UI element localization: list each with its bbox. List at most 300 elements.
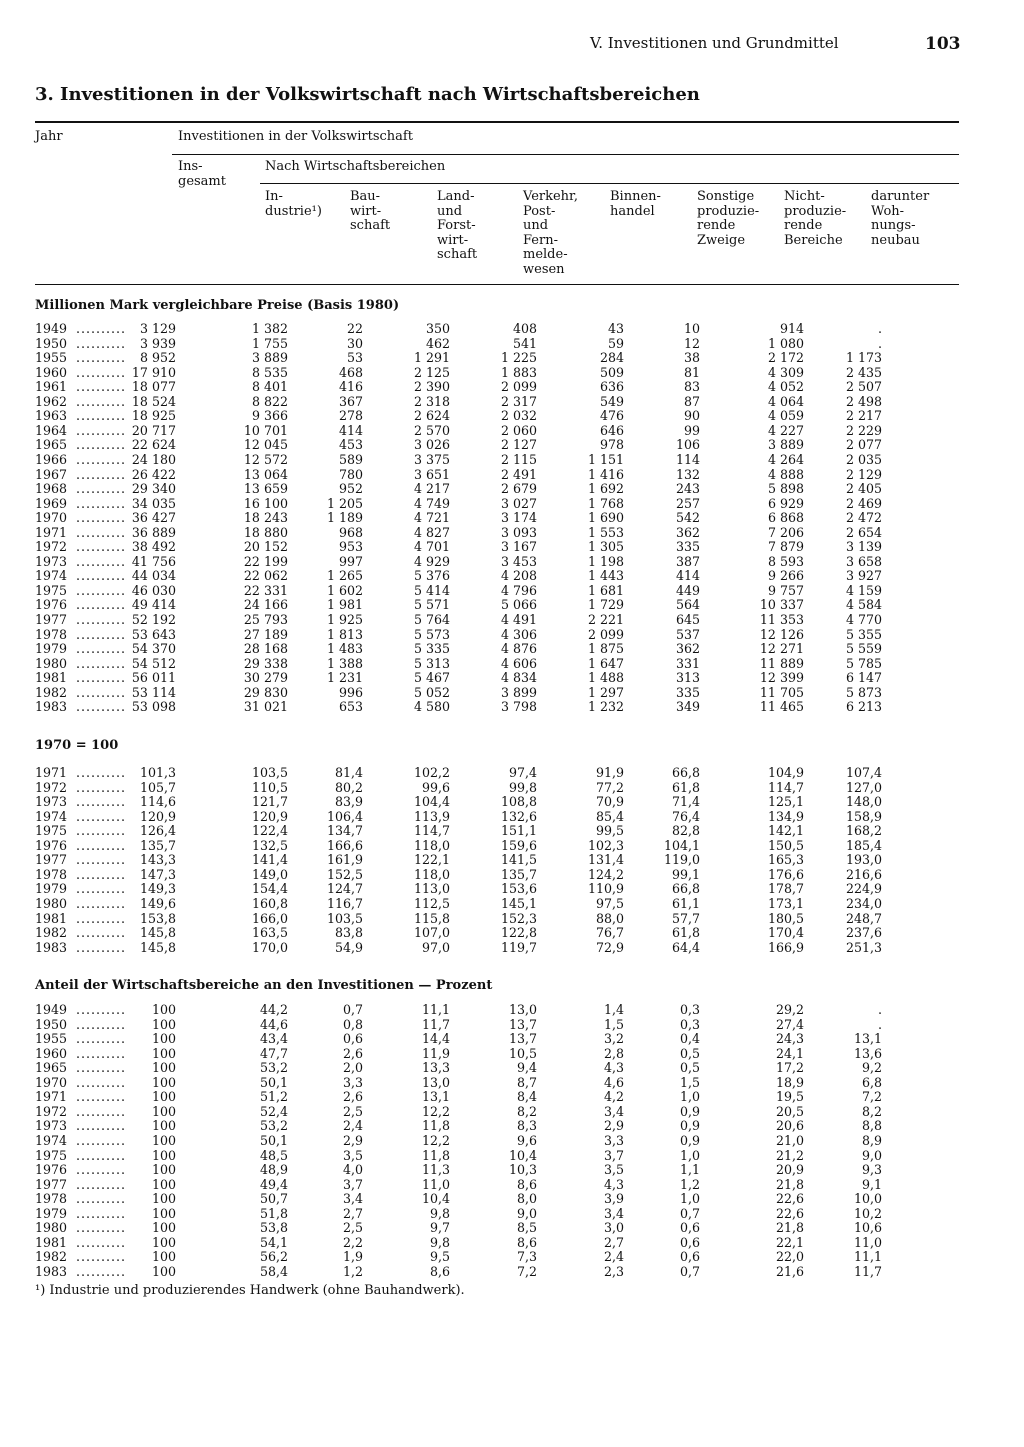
year-cell: 1966: [35, 451, 68, 467]
table-row: [0, 1105, 1000, 1119]
non-productive-cell: 11 889: [759, 655, 804, 671]
construction-cell: 1 189: [326, 510, 363, 526]
leader-dots: ..........: [76, 422, 127, 438]
year-cell: 1949: [35, 321, 68, 336]
table-row: [0, 1119, 1000, 1133]
non-productive-cell: 24,3: [775, 1031, 804, 1047]
table-row: [0, 1076, 1000, 1090]
housing-cell: 5 785: [845, 655, 882, 671]
construction-cell: 2,7: [342, 1205, 363, 1221]
trade-cell: 1 647: [587, 655, 624, 671]
other-productive-cell: 99,1: [671, 866, 700, 882]
transport-cell: 10,5: [508, 1045, 537, 1061]
construction-cell: 2,5: [342, 1220, 363, 1236]
other-productive-cell: 257: [675, 495, 700, 511]
table-row: [0, 482, 1000, 496]
trade-cell: 2 099: [587, 626, 624, 642]
trade-cell: 1 198: [587, 553, 624, 569]
non-productive-cell: 4 064: [767, 393, 804, 409]
year-cell: 1975: [35, 1147, 68, 1163]
transport-cell: 2 032: [500, 408, 537, 424]
agriculture-cell: 97,0: [421, 939, 450, 955]
construction-cell: 996: [338, 684, 363, 700]
other-productive-cell: 449: [675, 582, 700, 598]
non-productive-cell: 11 353: [759, 612, 804, 627]
transport-cell: 122,8: [500, 925, 537, 941]
construction-cell: 30: [346, 335, 363, 351]
table-row: [0, 766, 1000, 780]
table-row: [0, 613, 1000, 627]
housing-cell: 9,0: [861, 1147, 882, 1163]
leader-dots: ..........: [76, 626, 127, 642]
trade-cell: 476: [599, 408, 624, 424]
table-row: [0, 1090, 1000, 1104]
leader-dots: ..........: [76, 808, 127, 824]
rule-group: [172, 154, 959, 155]
transport-cell: 8,7: [516, 1074, 537, 1090]
year-cell: 1982: [35, 1249, 68, 1265]
total-cell: 46 030: [131, 582, 176, 598]
construction-cell: 83,9: [334, 794, 363, 810]
non-productive-cell: 21,8: [775, 1220, 804, 1236]
non-productive-cell: 173,1: [767, 895, 804, 911]
transport-cell: 141,5: [500, 852, 537, 868]
non-productive-cell: 9 757: [767, 582, 804, 598]
other-productive-cell: 1,0: [679, 1089, 700, 1105]
table-row: [0, 1178, 1000, 1192]
agriculture-cell: 113,9: [413, 808, 450, 824]
housing-cell: 2 077: [845, 437, 882, 453]
other-productive-cell: 57,7: [671, 910, 700, 926]
industry-cell: 48,5: [259, 1147, 288, 1163]
trade-cell: 1 416: [587, 466, 624, 482]
other-productive-cell: 0,9: [679, 1132, 700, 1148]
total-cell: 100: [151, 1118, 176, 1134]
agriculture-cell: 9,8: [429, 1234, 450, 1250]
housing-cell: 7,2: [861, 1089, 882, 1105]
non-productive-cell: 24,1: [775, 1045, 804, 1061]
industry-cell: 50,7: [259, 1191, 288, 1207]
housing-cell: 185,4: [845, 837, 882, 853]
leader-dots: ..........: [76, 794, 127, 810]
agriculture-cell: 115,8: [413, 910, 450, 926]
leader-dots: ..........: [76, 1118, 127, 1134]
agriculture-cell: 2 125: [413, 364, 450, 380]
trade-cell: 76,7: [595, 925, 624, 941]
housing-cell: 10,2: [853, 1205, 882, 1221]
construction-cell: 80,2: [334, 779, 363, 795]
industry-cell: 18 880: [243, 524, 288, 540]
table-row: [0, 1236, 1000, 1250]
other-productive-cell: 0,6: [679, 1234, 700, 1250]
trade-cell: 124,2: [587, 866, 624, 882]
construction-cell: 3,5: [342, 1147, 363, 1163]
non-productive-cell: 4 059: [767, 408, 804, 424]
industry-cell: 121,7: [251, 794, 288, 810]
industry-cell: 13 659: [243, 481, 288, 497]
total-cell: 100: [151, 1031, 176, 1047]
table-row: [0, 366, 1000, 380]
transport-cell: 9,4: [516, 1060, 537, 1076]
other-productive-cell: 0,6: [679, 1220, 700, 1236]
housing-cell: 2 498: [845, 393, 882, 409]
industry-cell: 29 338: [243, 655, 288, 671]
leader-dots: ..........: [76, 1031, 127, 1047]
total-cell: 18 077: [131, 379, 176, 395]
transport-cell: 1 225: [500, 350, 537, 366]
total-cell: 53 114: [131, 684, 176, 700]
housing-cell: 2 435: [845, 364, 882, 380]
trade-cell: 636: [599, 379, 624, 395]
construction-cell: 1 231: [326, 670, 363, 686]
table-row: [0, 453, 1000, 467]
non-productive-cell: 20,6: [775, 1118, 804, 1134]
year-cell: 1963: [35, 408, 68, 424]
other-productive-cell: 61,8: [671, 925, 700, 941]
table-row: [0, 351, 1000, 365]
non-productive-cell: 150,5: [767, 837, 804, 853]
housing-cell: 3 927: [845, 568, 882, 584]
housing-cell: 2 217: [845, 408, 882, 424]
construction-cell: 416: [338, 379, 363, 395]
total-cell: 100: [151, 1132, 176, 1148]
housing-cell: 3 139: [845, 539, 882, 555]
agriculture-cell: 9,5: [429, 1249, 450, 1265]
total-cell: 100: [151, 1089, 176, 1105]
leader-dots: ..........: [76, 1249, 127, 1265]
year-cell: 1976: [35, 597, 68, 613]
trade-cell: 1 768: [587, 495, 624, 511]
non-productive-cell: 21,0: [775, 1132, 804, 1148]
total-cell: 105,7: [139, 779, 176, 795]
housing-cell: 216,6: [845, 866, 882, 882]
year-cell: 1973: [35, 1118, 68, 1134]
leader-dots: ..........: [76, 350, 127, 366]
construction-cell: 3,7: [342, 1176, 363, 1192]
year-cell: 1960: [35, 364, 68, 380]
year-cell: 1981: [35, 910, 68, 926]
table-row: [0, 781, 1000, 795]
industry-cell: 103,5: [251, 765, 288, 780]
agriculture-cell: 14,4: [421, 1031, 450, 1047]
trade-cell: 3,5: [603, 1162, 624, 1178]
total-cell: 100: [151, 1234, 176, 1250]
construction-cell: 124,7: [326, 881, 363, 897]
leader-dots: ..........: [76, 335, 127, 351]
trade-cell: 59: [607, 335, 624, 351]
transport-cell: 10,4: [508, 1147, 537, 1163]
housing-cell: 3 658: [845, 553, 882, 569]
trade-cell: 97,5: [595, 895, 624, 911]
non-productive-cell: 4 227: [767, 422, 804, 438]
transport-cell: 3 174: [500, 510, 537, 526]
agriculture-cell: 9,7: [429, 1220, 450, 1236]
transport-cell: 151,1: [500, 823, 537, 839]
trade-cell: 3,9: [603, 1191, 624, 1207]
table-row: [0, 897, 1000, 911]
industry-cell: 43,4: [259, 1031, 288, 1047]
column-header-agriculture: Land- und Forst- wirt- schaft: [437, 189, 478, 262]
other-productive-cell: 362: [675, 641, 700, 657]
agriculture-cell: 4 217: [413, 481, 450, 497]
other-productive-cell: 0,6: [679, 1249, 700, 1265]
housing-cell: 2 129: [845, 466, 882, 482]
housing-cell: .: [877, 321, 882, 336]
construction-cell: 1,2: [342, 1263, 363, 1279]
leader-dots: ..........: [76, 321, 127, 336]
trade-cell: 509: [599, 364, 624, 380]
industry-cell: 154,4: [251, 881, 288, 897]
total-cell: 36 889: [131, 524, 176, 540]
other-productive-cell: 87: [683, 393, 700, 409]
housing-cell: 5 355: [845, 626, 882, 642]
leader-dots: ..........: [76, 823, 127, 839]
construction-cell: 453: [338, 437, 363, 453]
housing-cell: 234,0: [845, 895, 882, 911]
construction-cell: 0,8: [342, 1016, 363, 1032]
table-row: [0, 795, 1000, 809]
leader-dots: ..........: [76, 670, 127, 686]
leader-dots: ..........: [76, 925, 127, 941]
trade-cell: 2,4: [603, 1249, 624, 1265]
year-cell: 1960: [35, 1045, 68, 1061]
trade-cell: 1,5: [603, 1016, 624, 1032]
industry-cell: 54,1: [259, 1234, 288, 1250]
table-row: [0, 868, 1000, 882]
leader-dots: ..........: [76, 408, 127, 424]
year-cell: 1971: [35, 524, 68, 540]
other-productive-cell: 119,0: [663, 852, 700, 868]
agriculture-cell: 12,2: [421, 1132, 450, 1148]
agriculture-cell: 3 026: [413, 437, 450, 453]
year-cell: 1983: [35, 699, 68, 715]
housing-cell: 10,6: [853, 1220, 882, 1236]
total-cell: 17 910: [131, 364, 176, 380]
table-row: [0, 882, 1000, 896]
total-cell: 44 034: [131, 568, 176, 584]
non-productive-cell: 19,5: [775, 1089, 804, 1105]
trade-cell: 1 690: [587, 510, 624, 526]
transport-cell: 2 127: [500, 437, 537, 453]
industry-cell: 160,8: [251, 895, 288, 911]
trade-cell: 70,9: [595, 794, 624, 810]
non-productive-cell: 176,6: [767, 866, 804, 882]
leader-dots: ..........: [76, 364, 127, 380]
year-cell: 1968: [35, 481, 68, 497]
agriculture-cell: 5 313: [413, 655, 450, 671]
agriculture-cell: 107,0: [413, 925, 450, 941]
total-cell: 153,8: [139, 910, 176, 926]
non-productive-cell: 170,4: [767, 925, 804, 941]
industry-cell: 48,9: [259, 1162, 288, 1178]
trade-cell: 1 151: [587, 451, 624, 467]
industry-cell: 44,6: [259, 1016, 288, 1032]
construction-cell: 997: [338, 553, 363, 569]
year-cell: 1983: [35, 1263, 68, 1279]
agriculture-cell: 114,7: [413, 823, 450, 839]
total-cell: 53 098: [131, 699, 176, 715]
leader-dots: ..........: [76, 852, 127, 868]
non-productive-cell: 8 593: [767, 553, 804, 569]
leader-dots: ..........: [76, 1074, 127, 1090]
agriculture-cell: 5 052: [413, 684, 450, 700]
year-cell: 1977: [35, 852, 68, 868]
page-number: 103: [925, 34, 961, 54]
year-cell: 1967: [35, 466, 68, 482]
agriculture-cell: 5 467: [413, 670, 450, 686]
construction-cell: 2,9: [342, 1132, 363, 1148]
total-cell: 20 717: [131, 422, 176, 438]
housing-cell: 168,2: [845, 823, 882, 839]
leader-dots: ..........: [76, 765, 127, 780]
leader-dots: ..........: [76, 1103, 127, 1119]
non-productive-cell: 22,6: [775, 1205, 804, 1221]
year-cell: 1971: [35, 765, 68, 780]
transport-cell: 135,7: [500, 866, 537, 882]
non-productive-cell: 12 126: [759, 626, 804, 642]
transport-cell: 97,4: [508, 765, 537, 780]
other-productive-cell: 537: [675, 626, 700, 642]
other-productive-cell: 64,4: [671, 939, 700, 955]
trade-cell: 3,4: [603, 1103, 624, 1119]
rule-by-sector: [260, 183, 959, 184]
housing-cell: 6,8: [861, 1074, 882, 1090]
rule-top: [35, 121, 959, 123]
total-cell: 22 624: [131, 437, 176, 453]
leader-dots: ..........: [76, 939, 127, 955]
table-row: [0, 912, 1000, 926]
leader-dots: ..........: [76, 466, 127, 482]
construction-cell: 54,9: [334, 939, 363, 955]
agriculture-cell: 13,1: [421, 1089, 450, 1105]
non-productive-cell: 20,5: [775, 1103, 804, 1119]
other-productive-cell: 349: [675, 699, 700, 715]
construction-cell: 22: [346, 321, 363, 336]
trade-cell: 1 553: [587, 524, 624, 540]
leader-dots: ..........: [76, 524, 127, 540]
leader-dots: ..........: [76, 1016, 127, 1032]
agriculture-cell: 102,2: [413, 765, 450, 780]
other-productive-cell: 114: [675, 451, 700, 467]
housing-cell: 2 472: [845, 510, 882, 526]
agriculture-cell: 462: [425, 335, 450, 351]
agriculture-cell: 2 318: [413, 393, 450, 409]
housing-cell: 8,2: [861, 1103, 882, 1119]
construction-cell: 367: [338, 393, 363, 409]
leader-dots: ..........: [76, 895, 127, 911]
table-row: [0, 598, 1000, 612]
agriculture-cell: 2 390: [413, 379, 450, 395]
transport-cell: 4 796: [500, 582, 537, 598]
leader-dots: ..........: [76, 553, 127, 569]
non-productive-cell: 3 889: [767, 437, 804, 453]
housing-cell: 6 213: [845, 699, 882, 715]
total-cell: 18 925: [131, 408, 176, 424]
housing-cell: 11,1: [853, 1249, 882, 1265]
year-cell: 1965: [35, 1060, 68, 1076]
column-header-other-productive: Sonstige produzie- rende Zweige: [697, 189, 760, 248]
year-cell: 1978: [35, 626, 68, 642]
year-cell: 1950: [35, 1016, 68, 1032]
leader-dots: ..........: [76, 881, 127, 897]
trade-cell: 99,5: [595, 823, 624, 839]
industry-cell: 50,1: [259, 1074, 288, 1090]
table-row: [0, 941, 1000, 955]
industry-cell: 51,8: [259, 1205, 288, 1221]
section-title: Millionen Mark vergleichbare Preise (Basis 1980): [35, 298, 400, 313]
industry-cell: 132,5: [251, 837, 288, 853]
construction-cell: 1 602: [326, 582, 363, 598]
transport-cell: 4 306: [500, 626, 537, 642]
construction-cell: 3,3: [342, 1074, 363, 1090]
transport-cell: 3 093: [500, 524, 537, 540]
column-header-housing: darunter Woh- nungs- neubau: [871, 189, 930, 248]
table-row: [0, 511, 1000, 525]
construction-cell: 1 483: [326, 641, 363, 657]
year-cell: 1975: [35, 582, 68, 598]
trade-cell: 978: [599, 437, 624, 453]
non-productive-cell: 914: [779, 321, 804, 336]
total-cell: 49 414: [131, 597, 176, 613]
housing-cell: 193,0: [845, 852, 882, 868]
construction-cell: 1 205: [326, 495, 363, 511]
agriculture-cell: 2 624: [413, 408, 450, 424]
industry-cell: 52,4: [259, 1103, 288, 1119]
trade-cell: 1 297: [587, 684, 624, 700]
construction-cell: 166,6: [326, 837, 363, 853]
transport-cell: 7,3: [516, 1249, 537, 1265]
table-row: [0, 1149, 1000, 1163]
leader-dots: ..........: [76, 1060, 127, 1076]
non-productive-cell: 166,9: [767, 939, 804, 955]
table-row: [0, 853, 1000, 867]
other-productive-cell: 132: [675, 466, 700, 482]
other-productive-cell: 564: [675, 597, 700, 613]
transport-cell: 99,8: [508, 779, 537, 795]
housing-cell: 2 654: [845, 524, 882, 540]
construction-cell: 1 813: [326, 626, 363, 642]
leader-dots: ..........: [76, 481, 127, 497]
total-cell: 100: [151, 1220, 176, 1236]
industry-cell: 22 331: [243, 582, 288, 598]
leader-dots: ..........: [76, 684, 127, 700]
construction-cell: 116,7: [326, 895, 363, 911]
non-productive-cell: 12 271: [759, 641, 804, 657]
other-productive-cell: 71,4: [671, 794, 700, 810]
construction-cell: 589: [338, 451, 363, 467]
year-cell: 1974: [35, 808, 68, 824]
agriculture-cell: 3 651: [413, 466, 450, 482]
total-cell: 26 422: [131, 466, 176, 482]
agriculture-cell: 11,0: [421, 1176, 450, 1192]
total-cell: 100: [151, 1147, 176, 1163]
year-cell: 1961: [35, 379, 68, 395]
other-productive-cell: 76,4: [671, 808, 700, 824]
construction-cell: 2,4: [342, 1118, 363, 1134]
non-productive-cell: 125,1: [767, 794, 804, 810]
construction-cell: 780: [338, 466, 363, 482]
trade-cell: 2,7: [603, 1234, 624, 1250]
other-productive-cell: 81: [683, 364, 700, 380]
table-row: [0, 322, 1000, 336]
total-cell: 100: [151, 1249, 176, 1265]
construction-cell: 953: [338, 539, 363, 555]
total-cell: 100: [151, 1060, 176, 1076]
year-cell: 1981: [35, 670, 68, 686]
other-productive-cell: 104,1: [663, 837, 700, 853]
total-cell: 52 192: [131, 612, 176, 627]
table-row: [0, 540, 1000, 554]
